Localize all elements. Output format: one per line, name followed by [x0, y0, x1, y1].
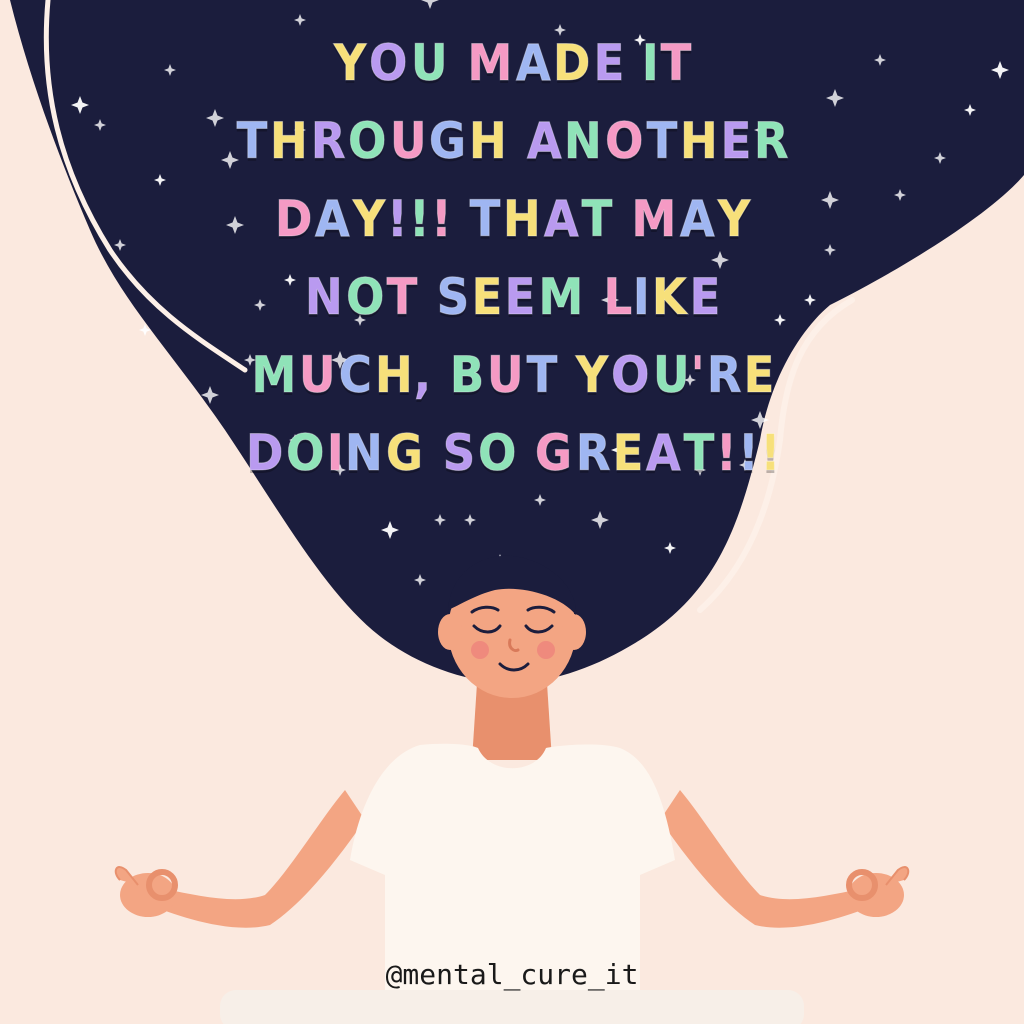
- quote-letter: [425, 414, 440, 492]
- quote-letter: M: [631, 190, 676, 248]
- quote-letter: G: [535, 424, 572, 482]
- quote-letter: ': [691, 346, 705, 404]
- quote-letter: Y: [333, 34, 366, 92]
- quote-letter: T: [581, 190, 612, 248]
- quote-line: [232, 24, 792, 102]
- quote-letter: Y: [717, 190, 750, 248]
- quote-letter: O: [369, 34, 407, 92]
- quote-letter: S: [436, 268, 469, 326]
- quote-letter: E: [504, 268, 535, 326]
- quote-letter: U: [652, 346, 689, 404]
- quote-letter: [509, 102, 524, 180]
- quote-letter: !: [759, 424, 780, 482]
- quote-letter: R: [753, 112, 788, 170]
- quote-letter: O: [346, 268, 384, 326]
- quote-letter: L: [603, 268, 631, 326]
- quote-letter: [449, 24, 464, 102]
- quote-letter: T: [469, 190, 500, 248]
- quote-letter: I: [642, 34, 659, 92]
- quote-letter: C: [338, 346, 371, 404]
- quote-letter: D: [274, 190, 312, 248]
- quote-letter: D: [245, 424, 283, 482]
- quote-letter: A: [646, 424, 681, 482]
- quote-letter: M: [250, 346, 295, 404]
- quote-letter: [559, 336, 574, 414]
- quote-letter: !: [387, 190, 408, 248]
- quote-letter: !: [737, 424, 758, 482]
- quote-letter: E: [743, 346, 774, 404]
- quote-letter: N: [345, 424, 383, 482]
- quote-letter: A: [680, 190, 714, 248]
- quote-letter: E: [720, 112, 751, 170]
- quote-letter: [419, 258, 434, 336]
- quote-letter: ,: [414, 346, 431, 404]
- quote-letter: H: [503, 190, 541, 248]
- quote-letter: [432, 336, 447, 414]
- quote-letter: T: [236, 112, 267, 170]
- quote-letter: E: [593, 34, 624, 92]
- quote-letter: B: [449, 346, 484, 404]
- quote-letter: !: [409, 190, 429, 248]
- quote-letter: A: [515, 34, 550, 92]
- quote-letter: T: [526, 346, 557, 404]
- right-cheek: [537, 641, 555, 659]
- lap: [220, 990, 804, 1024]
- quote-letter: I: [633, 268, 650, 326]
- quote-letter: K: [651, 268, 686, 326]
- quote-letter: N: [305, 268, 342, 326]
- quote-letter: [626, 24, 641, 102]
- quote-letter: E: [612, 424, 643, 482]
- quote-letter: U: [410, 34, 447, 92]
- quote-letter: U: [389, 112, 426, 170]
- quote-letter: T: [387, 268, 417, 326]
- quote-letter: H: [679, 112, 717, 170]
- quote-letter: M: [467, 34, 512, 92]
- quote-letter: S: [442, 424, 474, 482]
- quote-letter: M: [538, 268, 583, 326]
- quote-letter: A: [526, 112, 561, 170]
- quote-letter: A: [315, 190, 350, 248]
- quote-letter: H: [469, 112, 507, 170]
- left-cheek: [471, 641, 489, 659]
- quote-letter: G: [386, 424, 423, 482]
- quote-letter: [614, 180, 629, 258]
- quote-letter: [518, 414, 533, 492]
- quote-letter: T: [683, 424, 714, 482]
- quote-letter: H: [269, 112, 307, 170]
- quote-letter: Y: [575, 346, 608, 404]
- left-ear: [438, 614, 462, 650]
- quote-line: [232, 336, 792, 414]
- quote-letter: T: [646, 112, 677, 170]
- quote-letter: [586, 258, 601, 336]
- quote-letter: O: [286, 424, 324, 482]
- quote-line: [232, 258, 792, 336]
- quote-letter: E: [689, 268, 720, 326]
- instagram-handle: @mental_cure_it: [385, 958, 639, 991]
- quote-letter: O: [611, 346, 649, 404]
- quote-letter: D: [553, 34, 590, 92]
- right-ear: [562, 614, 586, 650]
- quote-letter: E: [471, 268, 502, 326]
- quote-letter: !: [431, 190, 451, 248]
- quote-letter: R: [706, 346, 741, 404]
- quote-letter: O: [605, 112, 643, 170]
- quote-letter: H: [374, 346, 412, 404]
- quote-letter: [453, 180, 468, 258]
- quote-letter: A: [544, 190, 578, 248]
- quote-letter: G: [429, 112, 466, 170]
- quote-letter: T: [660, 34, 691, 92]
- quote-letter: I: [326, 424, 343, 482]
- quote-letter: R: [575, 424, 610, 482]
- quote-letter: O: [348, 112, 386, 170]
- quote-letter: Y: [352, 190, 385, 248]
- quote-letter: R: [310, 112, 345, 170]
- quote-letter: N: [564, 112, 602, 170]
- quote-letter: !: [716, 424, 736, 482]
- quote-line: [232, 180, 792, 258]
- quote-letter: O: [477, 424, 515, 482]
- quote-block: [232, 24, 792, 492]
- quote-line: [232, 102, 792, 180]
- quote-letter: U: [486, 346, 523, 404]
- quote-line: [232, 414, 792, 492]
- quote-letter: U: [299, 346, 335, 404]
